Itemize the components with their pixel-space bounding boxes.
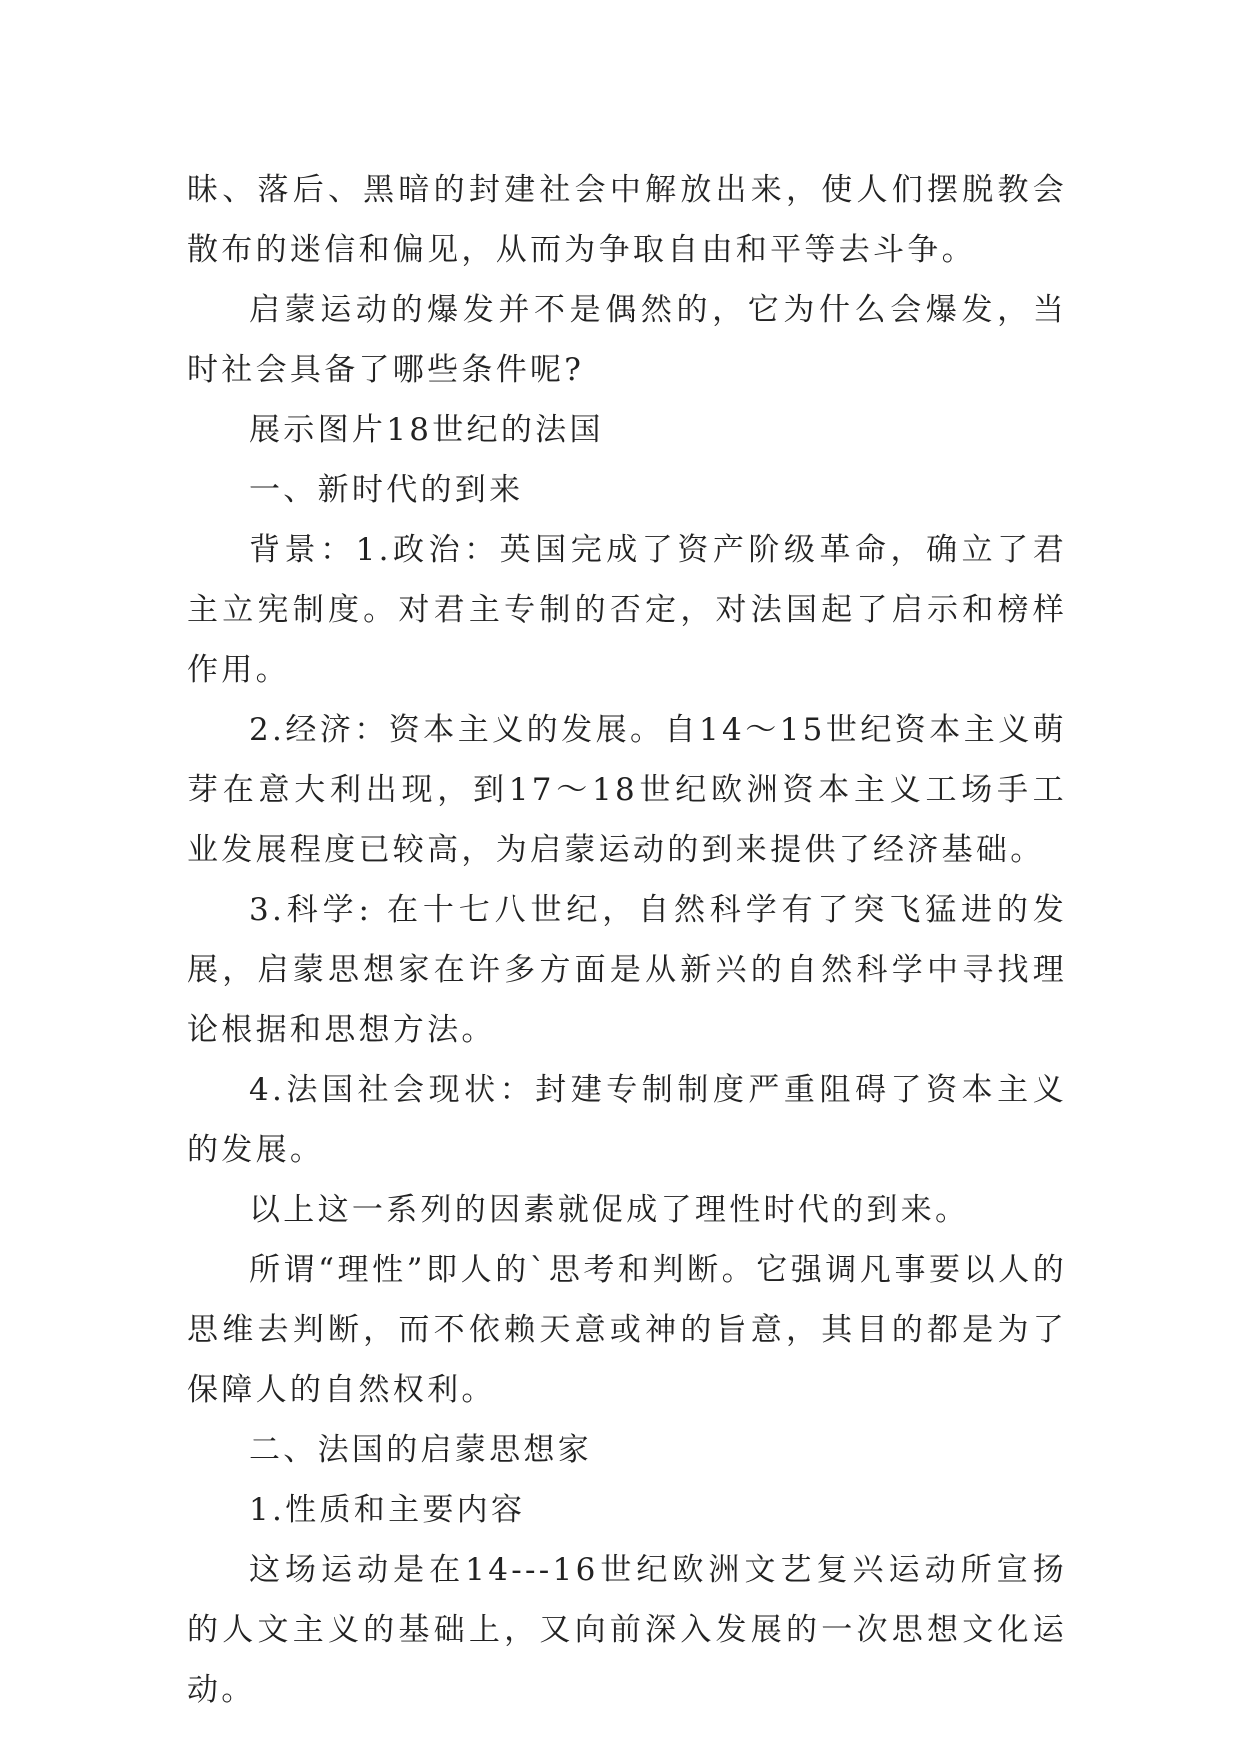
paragraph-french-society: 4.法国社会现状：封建专制制度严重阻碍了资本主义的发展。 xyxy=(187,1072,1067,1168)
paragraph-background-politics: 背景：1.政治：英国完成了资产阶级革命，确立了君主立宪制度。对君主专制的否定，对法国起了启示和榜样作用。 xyxy=(187,532,1067,688)
paragraph-question: 启蒙运动的爆发并不是偶然的，它为什么会爆发，当时社会具备了哪些条件呢? xyxy=(187,292,1067,388)
paragraph-movement-nature: 这场运动是在14---16世纪欧洲文艺复兴运动所宣扬的人文主义的基础上，又向前深入发展的一次思想文化运动。 xyxy=(187,1552,1067,1708)
paragraph-science: 3.科学: 在十七八世纪，自然科学有了突飞猛进的发展，启蒙思想家在许多方面是从新兴的自然科学中寻找理论根据和思想方法。 xyxy=(187,892,1067,1048)
paragraph-economy: 2.经济：资本主义的发展。自14～15世纪资本主义萌芽在意大利出现，到17～18世纪欧洲资本主义工场手工业发展程度已较高，为启蒙运动的到来提供了经济基础。 xyxy=(187,712,1067,868)
document-body xyxy=(187,160,1067,1720)
paragraph-continuation: 昧、落后、黑暗的封建社会中解放出来，使人们摆脱教会散布的迷信和偏见，从而为争取自由和平等去斗争。 xyxy=(187,172,1067,268)
section-heading-new-era: 一、新时代的到来 xyxy=(249,472,524,508)
paragraph-show-image: 展示图片18世纪的法国 xyxy=(249,412,604,448)
subheading-nature-content: 1.性质和主要内容 xyxy=(249,1492,526,1528)
section-heading-thinkers: 二、法国的启蒙思想家 xyxy=(249,1432,592,1468)
paragraph-age-of-reason: 以上这一系列的因素就促成了理性时代的到来。 xyxy=(249,1192,970,1228)
paragraph-reason-definition: 所谓“理性”即人的`思考和判断。它强调凡事要以人的思维去判断，而不依赖天意或神的旨意，其目的都是为了保障人的自然权利。 xyxy=(187,1252,1067,1408)
